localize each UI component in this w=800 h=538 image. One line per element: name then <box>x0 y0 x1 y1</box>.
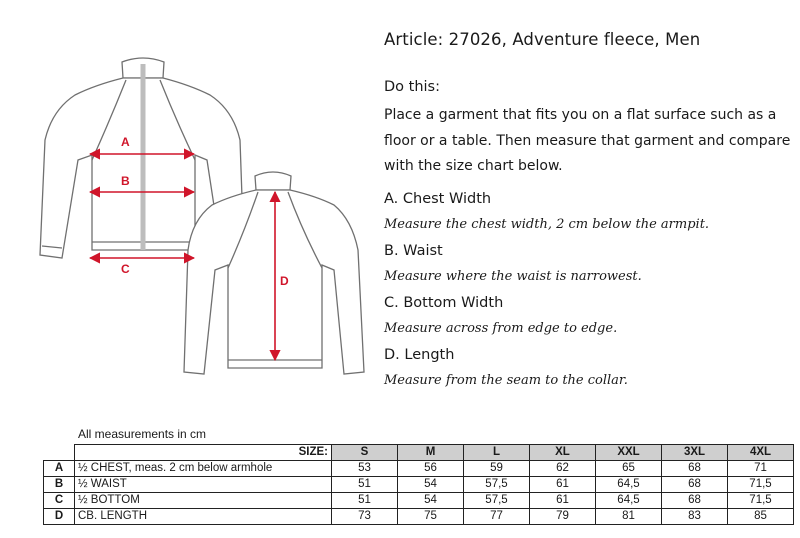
row-label: ½ BOTTOM <box>75 493 332 509</box>
table-cell: 79 <box>530 509 596 525</box>
table-cell: 54 <box>398 477 464 493</box>
table-cell: 64,5 <box>596 477 662 493</box>
row-letter: D <box>44 509 75 525</box>
table-cell: 73 <box>332 509 398 525</box>
table-row <box>44 509 794 525</box>
table-row <box>44 493 794 509</box>
size-col: 3XL <box>662 445 728 461</box>
size-col: S <box>332 445 398 461</box>
article-title: Article: 27026, Adventure fleece, Men <box>384 30 701 49</box>
table-cell: 54 <box>398 493 464 509</box>
label-b: B <box>121 174 130 188</box>
table-cell: 71,5 <box>728 477 794 493</box>
size-label: SIZE: <box>75 445 332 461</box>
table-cell: 62 <box>530 461 596 477</box>
corner-cell <box>44 445 75 461</box>
table-row <box>44 461 794 477</box>
size-col: XXL <box>596 445 662 461</box>
garment-illustration <box>0 0 370 400</box>
section-d-title: D. Length <box>384 346 455 363</box>
section-c-desc: Measure across from edge to edge. <box>384 320 618 336</box>
section-b-desc: Measure where the waist is narrowest. <box>384 268 642 284</box>
table-cell: 65 <box>596 461 662 477</box>
table-cell: 56 <box>398 461 464 477</box>
table-cell: 77 <box>464 509 530 525</box>
table-cell: 61 <box>530 477 596 493</box>
table-cell: 51 <box>332 493 398 509</box>
table-cell: 85 <box>728 509 794 525</box>
table-cell: 64,5 <box>596 493 662 509</box>
table-cell: 71,5 <box>728 493 794 509</box>
section-b-title: B. Waist <box>384 242 443 259</box>
row-letter: B <box>44 477 75 493</box>
size-col: M <box>398 445 464 461</box>
instructions-block <box>384 30 794 394</box>
measurement-note: All measurements in cm <box>78 427 207 441</box>
size-table <box>43 444 794 525</box>
row-label: CB. LENGTH <box>75 509 332 525</box>
label-a: A <box>121 135 130 149</box>
section-c-title: C. Bottom Width <box>384 294 504 311</box>
label-d: D <box>280 274 289 288</box>
table-cell: 75 <box>398 509 464 525</box>
table-cell: 68 <box>662 493 728 509</box>
table-cell: 81 <box>596 509 662 525</box>
do-this-heading: Do this: <box>384 79 440 95</box>
table-cell: 51 <box>332 477 398 493</box>
row-letter: C <box>44 493 75 509</box>
size-col: XL <box>530 445 596 461</box>
table-row <box>44 477 794 493</box>
table-cell: 68 <box>662 461 728 477</box>
row-label: ½ WAIST <box>75 477 332 493</box>
table-cell: 83 <box>662 509 728 525</box>
size-col: L <box>464 445 530 461</box>
section-a-desc: Measure the chest width, 2 cm below the armpit. <box>384 216 710 232</box>
row-label: ½ CHEST, meas. 2 cm below armhole <box>75 461 332 477</box>
size-col: 4XL <box>728 445 794 461</box>
row-letter: A <box>44 461 75 477</box>
table-cell: 71 <box>728 461 794 477</box>
size-header-row <box>44 445 794 461</box>
table-cell: 68 <box>662 477 728 493</box>
section-a-title: A. Chest Width <box>384 190 492 207</box>
table-cell: 53 <box>332 461 398 477</box>
table-cell: 59 <box>464 461 530 477</box>
section-d-desc: Measure from the seam to the collar. <box>384 372 628 388</box>
table-cell: 61 <box>530 493 596 509</box>
jacket-back <box>184 172 364 374</box>
table-cell: 57,5 <box>464 477 530 493</box>
label-c: C <box>121 262 130 276</box>
table-cell: 57,5 <box>464 493 530 509</box>
instruction-paragraph: Place a garment that fits you on a flat surface such as a floor or a table. Then measure that garment and compare with the size chart below. <box>384 107 791 174</box>
